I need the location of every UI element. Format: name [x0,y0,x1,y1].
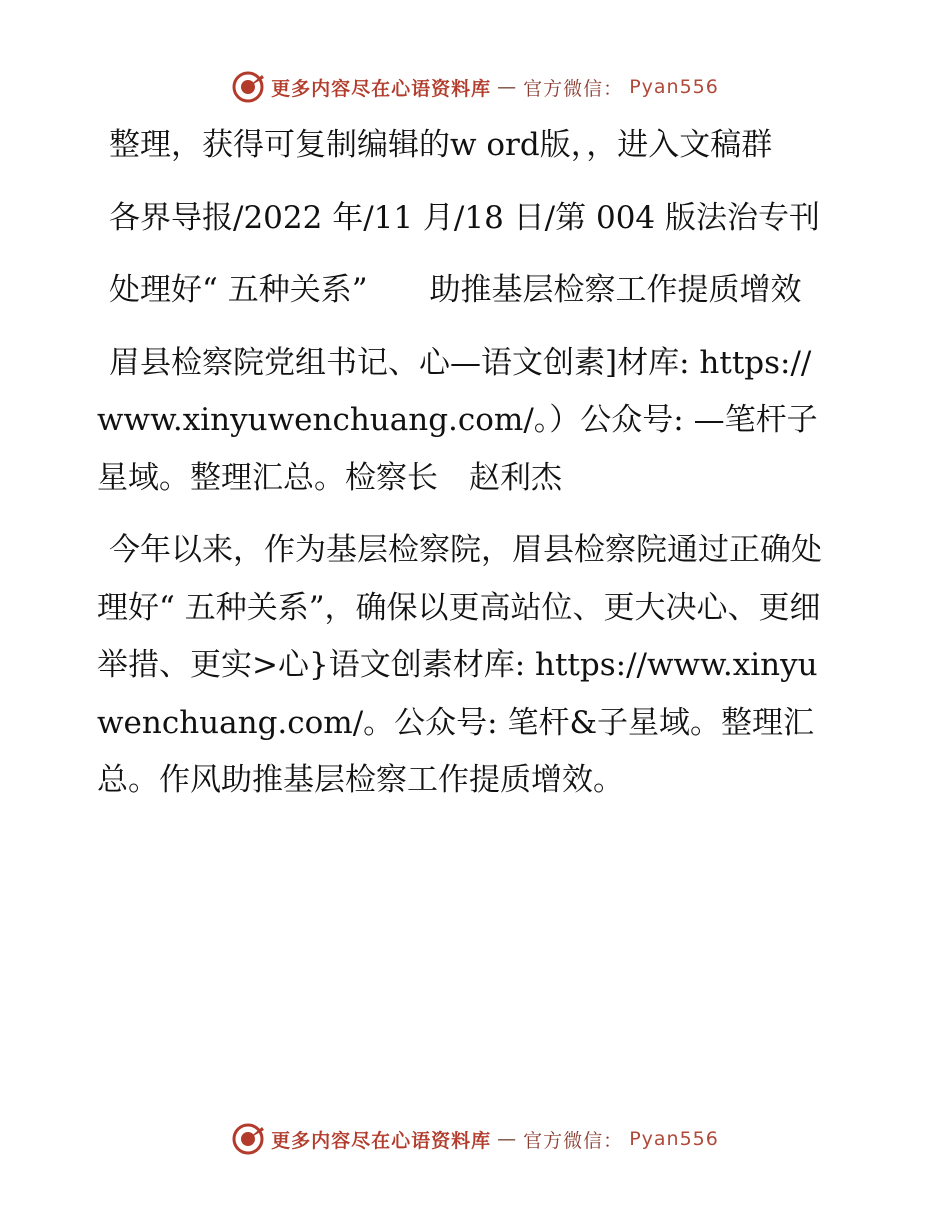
pen-logo-icon [231,1122,265,1156]
footer-banner-dash: — [497,1128,518,1150]
paragraph-source-text: 各界导报/2022 年/11 月/18 日/第 004 版法治专刊 [109,199,821,236]
footer-banner [0,1122,950,1156]
paragraph-title [97,262,837,320]
footer-banner-wechat-id: Pyan556 [629,1128,719,1150]
paragraph-notice-text: 整理，获得可复制编辑的w ord版，，进入文稿群 [109,127,773,163]
paragraph-title-text: 处理好“ 五种关系” 助推基层检察工作提质增效 [109,272,802,308]
footer-banner-text: 更多内容尽在心语资料库 [271,1129,492,1152]
paragraph-source [97,190,837,248]
header-banner-dash: — [497,76,518,98]
footer-banner-label: 官方微信： [523,1129,624,1152]
paragraph-body-text: 今年以来，作为基层检察院，眉县检察院通过正确处理好“ 五种关系”，确保以更高站位、更大决心、更细举措、更实>心}语文创素材库: https://www.xinyuwenchuang.com/。公众号: 笔杆&子星域。整理汇总。作风助推基层检察工作提质增效。 [97,532,822,798]
header-banner-wechat-id: Pyan556 [629,76,719,98]
paragraph-author-text: 眉县检察院党组书记、心—语文创素]材库: https://www.xinyuwenchuang.com/。）公众号: —笔杆子星域。整理汇总。检察长 赵利杰 [97,344,818,496]
pen-logo-icon [231,70,265,104]
paragraph-body [97,522,837,810]
document-body [97,117,837,825]
header-banner-label: 官方微信： [523,77,624,100]
paragraph-author [97,335,837,508]
header-banner-text: 更多内容尽在心语资料库 [271,77,492,100]
header-banner [0,70,950,104]
paragraph-notice [97,117,837,175]
